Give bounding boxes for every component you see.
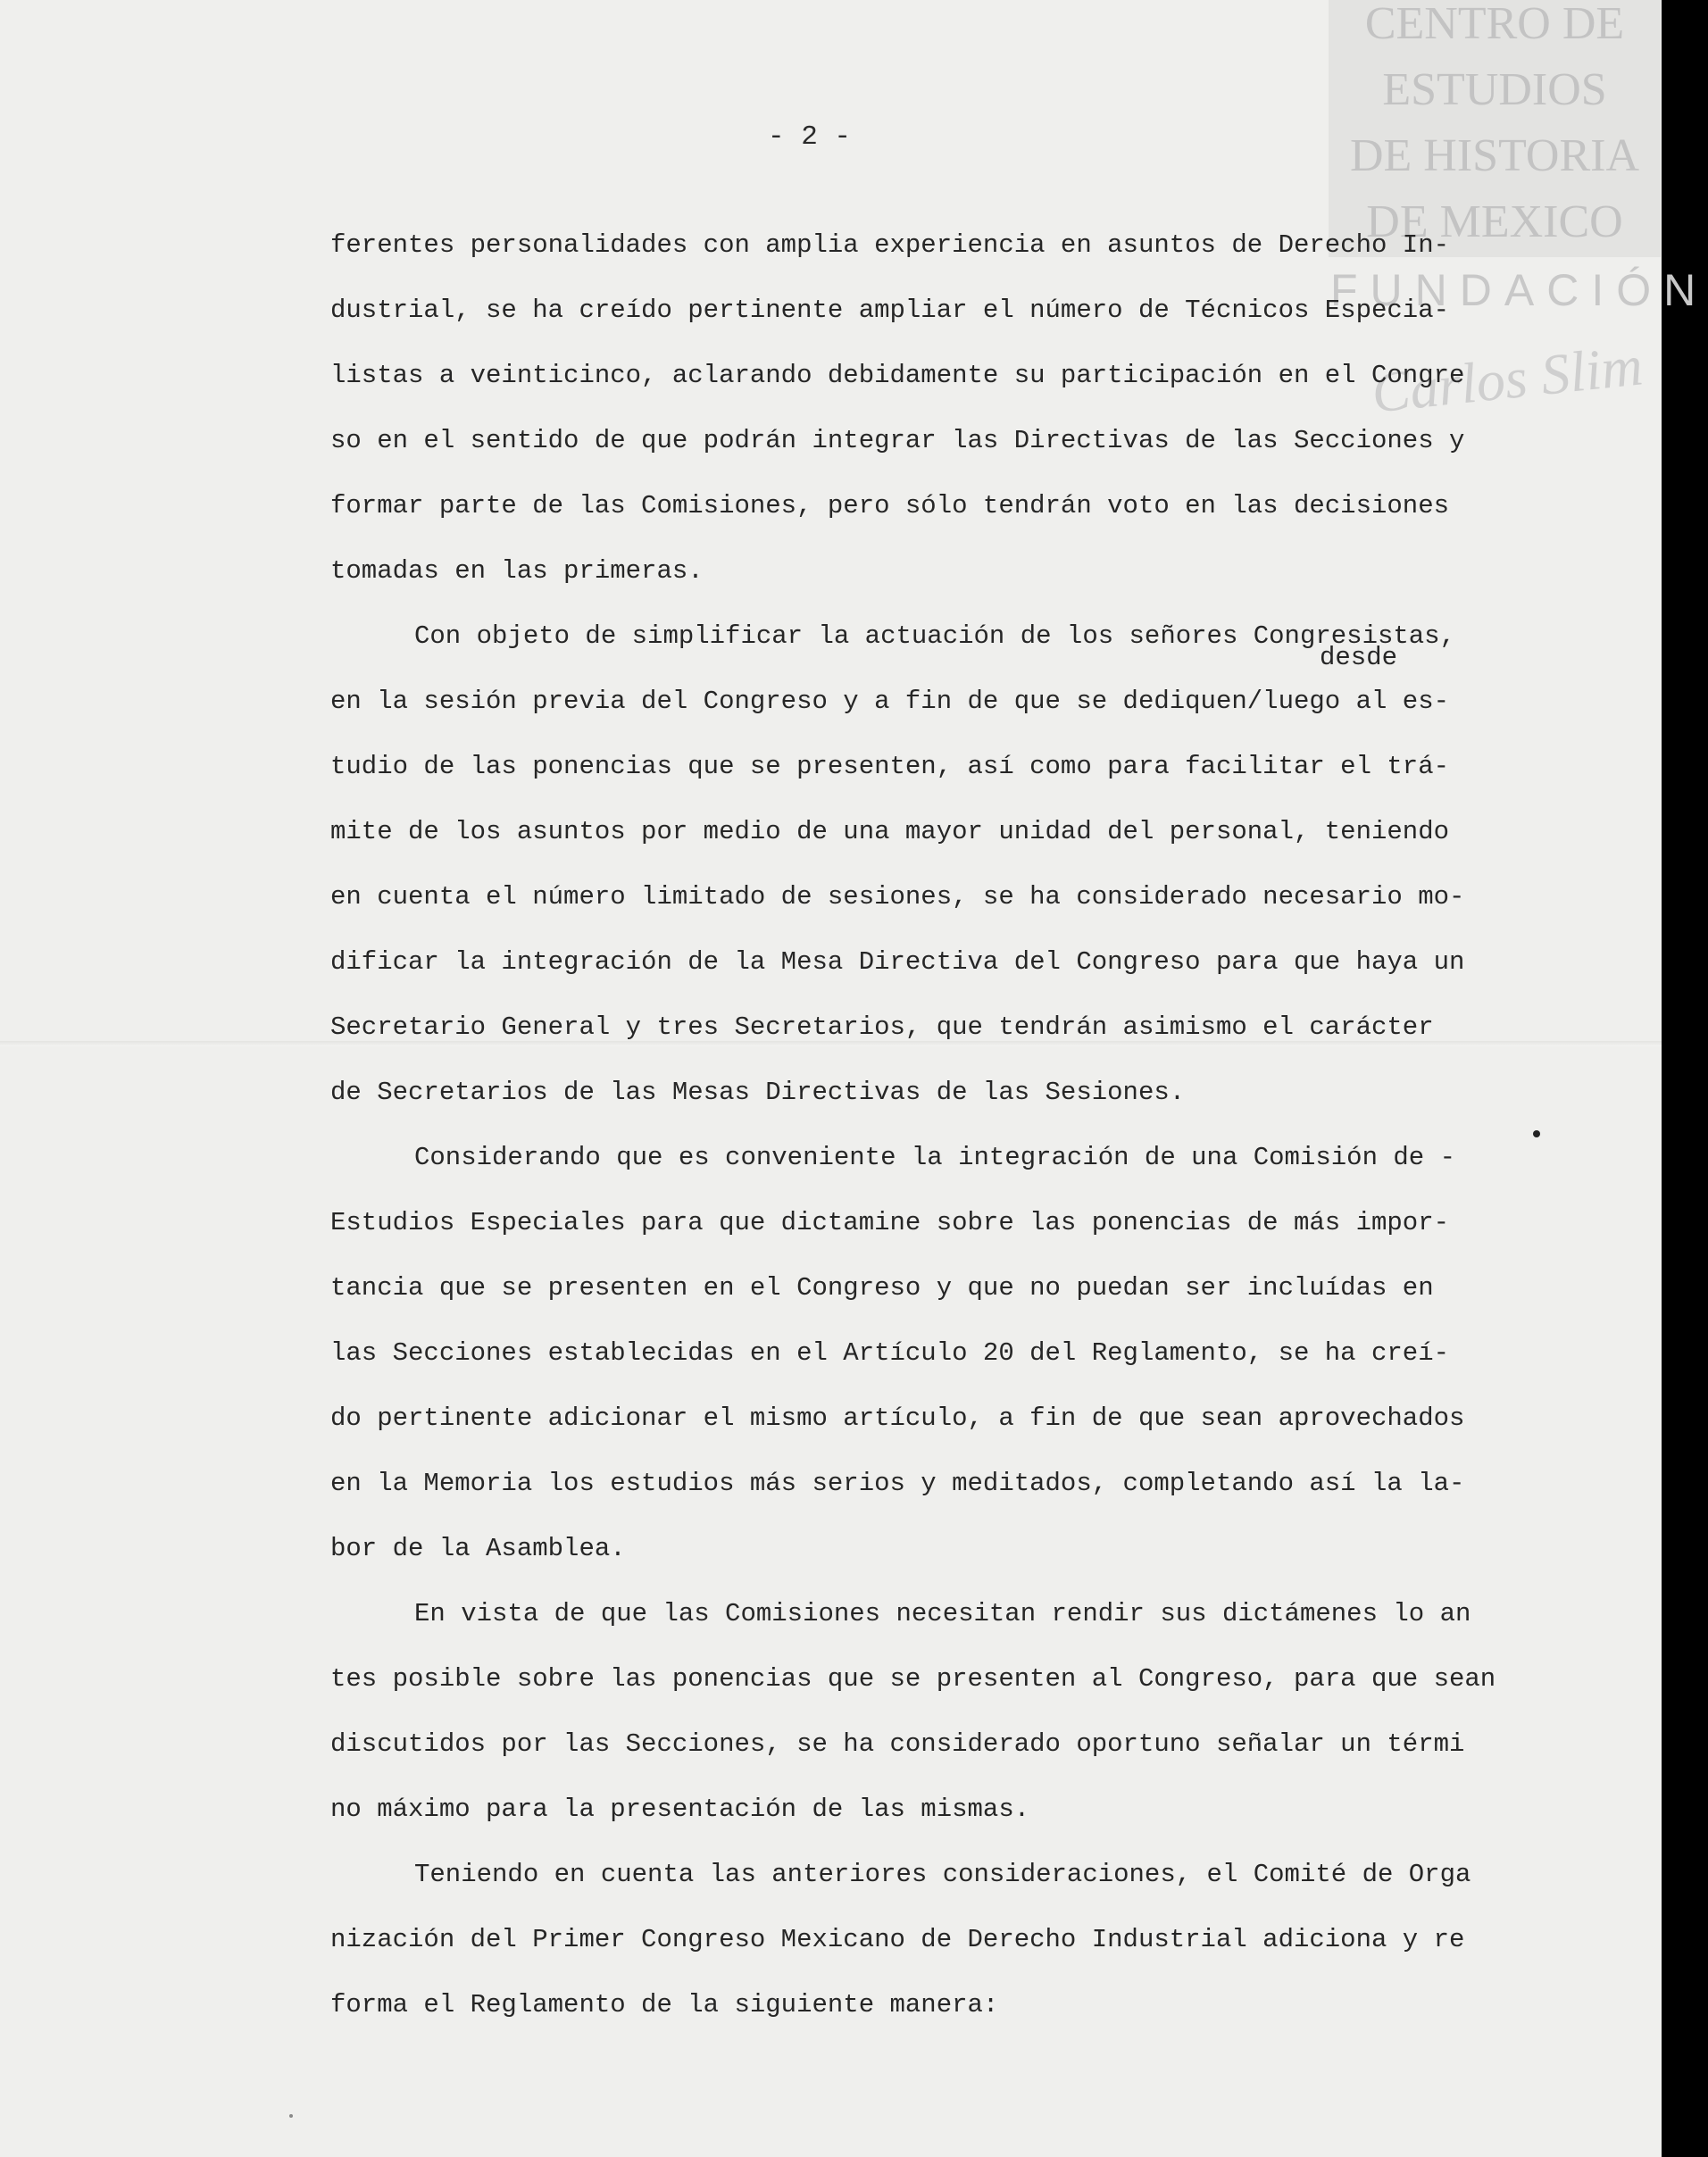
text-line: Teniendo en cuenta las anteriores consideraciones, el Comité de Orga: [414, 1860, 1471, 1889]
text-line: Secretario General y tres Secretarios, que tendrán asimismo el carácter: [330, 1012, 1434, 1042]
text-line: Considerando que es conveniente la integración de una Comisión de -: [414, 1143, 1455, 1172]
text-line: no máximo para la presentación de las mismas.: [330, 1795, 1030, 1824]
ink-mark: [1533, 1130, 1540, 1137]
text-line: forma el Reglamento de la siguiente manera:: [330, 1990, 999, 2020]
body-text: [330, 212, 1496, 2037]
text-line: dustrial, se ha creído pertinente ampliar el número de Técnicos Especia-: [330, 296, 1450, 325]
text-line: Estudios Especiales para que dictamine sobre las ponencias de más impor-: [330, 1208, 1450, 1237]
text-line: so en el sentido de que podrán integrar las Directivas de las Secciones y: [330, 426, 1465, 455]
watermark-foundation: FUNDACIÓN: [1330, 265, 1708, 315]
text-line: en la sesión previa del Congreso y a fin de que se dediquen/luego al es-: [330, 687, 1450, 716]
text-line: tomadas en las primeras.: [330, 556, 704, 586]
text-line: discutidos por las Secciones, se ha considerado oportuno señalar un térmi: [330, 1729, 1465, 1759]
text-line: bor de la Asamblea.: [330, 1534, 626, 1563]
text-line: listas a veinticinco, aclarando debidamente su participación en el Congre: [330, 361, 1465, 390]
text-line: formar parte de las Comisiones, pero sólo tendrán voto en las decisiones: [330, 491, 1450, 521]
watermark-line: ESTUDIOS: [1382, 64, 1607, 115]
text-line: mite de los asuntos por medio de una mayor unidad del personal, teniendo: [330, 817, 1450, 846]
watermark-line: DE MEXICO: [1366, 196, 1623, 247]
text-line: do pertinente adicionar el mismo artículo, a fin de que sean aprovechados: [330, 1403, 1465, 1433]
text-line: en cuenta el número limitado de sesiones, se ha considerado necesario mo-: [330, 882, 1465, 912]
text-line: tancia que se presenten en el Congreso y que no puedan ser incluídas en: [330, 1273, 1434, 1303]
text-line: en la Memoria los estudios más serios y meditados, completando así la la-: [330, 1469, 1465, 1498]
watermark-line: DE HISTORIA: [1349, 130, 1640, 181]
text-line: las Secciones establecidas en el Artículo 20 del Reglamento, se ha creí-: [330, 1338, 1450, 1368]
text-line: de Secretarios de las Mesas Directivas de las Sesiones.: [330, 1078, 1186, 1107]
text-line: Con objeto de simplificar la actuación de los señores Congresistas,: [414, 621, 1455, 651]
text-line: En vista de que las Comisiones necesitan rendir sus dictámenes lo an: [414, 1599, 1471, 1628]
text-line: ferentes personalidades con amplia experiencia en asuntos de Derecho In-: [330, 230, 1450, 260]
text-line: tes posible sobre las ponencias que se presenten al Congreso, para que sean: [330, 1664, 1496, 1694]
text-line: dificar la integración de la Mesa Directiva del Congreso para que haya un: [330, 947, 1465, 977]
text-line: nización del Primer Congreso Mexicano de Derecho Industrial adiciona y re: [330, 1925, 1465, 1954]
watermark-line: CENTRO DE: [1364, 0, 1625, 49]
page-number: - 2 -: [768, 121, 852, 153]
ink-mark: [289, 2114, 293, 2118]
watermark-signature: Carlos Slim: [1369, 333, 1646, 425]
text-line: tudio de las ponencias que se presenten, así como para facilitar el trá-: [330, 752, 1450, 781]
handwritten-insertion: desde: [1320, 643, 1398, 672]
